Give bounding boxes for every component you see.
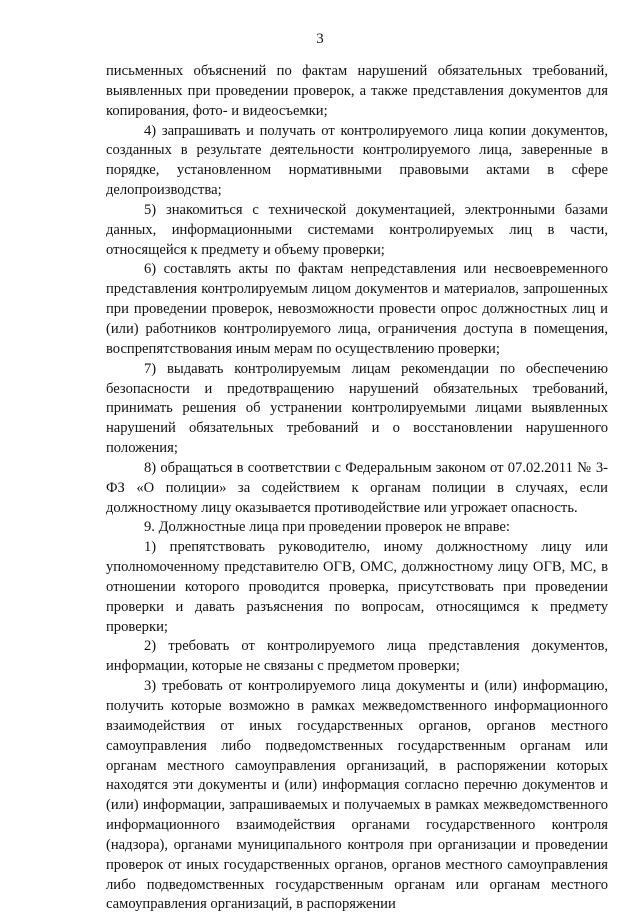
paragraph-item-5: 5) знакомиться с технической документацией, электронными базами данных, информационными системами контролируемых лиц в части, относящейся к предмету и объему проверки; [106, 201, 608, 258]
document-body [106, 62, 608, 915]
paragraph-prohibition-3: 3) требовать от контролируемого лица документы и (или) информацию, получить которые возможно в рамках межведомственного информационного взаимодействия от иных государственных органов, органов местного самоуправления либо подведомственных государственным органам или органам местного самоуправления организаций, в распоряжении которых находятся эти документы и (или) информация согласно перечню документов и (или) информации, запрашиваемых и получаемых в рамках межведомственного информационного взаимодействия органами государственного контроля (надзора), органами муниципального контроля при организации и проведении проверок от иных государственных органов, органов местного самоуправления либо подведомственных государственным органам или органам местного самоуправления организаций, в распоряжении [106, 678, 608, 913]
paragraph-item-4: 4) запрашивать и получать от контролируемого лица копии документов, созданных в результате деятельности контролируемого лица, заверенные в порядке, установленном нормативными правовыми актами в сфере делопроизводства; [106, 122, 608, 199]
paragraph-section-9: 9. Должностные лица при проведении проверок не вправе: [144, 519, 510, 536]
paragraph-prohibition-2: 2) требовать от контролируемого лица представления документов, информации, которые не связаны с предметом проверки; [106, 638, 608, 675]
page-number: 3 [316, 31, 324, 47]
paragraph-item-7: 7) выдавать контролируемым лицам рекомендации по обеспечению безопасности и предотвращению нарушений обязательных требований, принимать решения об устранении контролируемыми лицами выявленных нарушений обязательных требований и о восстановлении нарушенного положения; [106, 360, 608, 457]
paragraph-continuation: письменных объяснений по фактам нарушений обязательных требований, выявленных при проведении проверок, а также представления документов для копирования, фото- и видеосъемки; [106, 63, 608, 119]
paragraph-item-8: 8) обращаться в соответствии с Федеральным законом от 07.02.2011 № 3-ФЗ «О полиции» за содействием к органам полиции в случаях, если должностному лицу оказывается противодействие или угрожает опасность. [106, 459, 608, 516]
paragraph-prohibition-1: 1) препятствовать руководителю, иному должностному лицу или уполномоченному представителю ОГВ, ОМС, должностному лицу ОГВ, МС, в отношении которого проводится проверка, присутствовать при проведении проверки и давать разъяснения по вопросам, относящимся к предмету проверки; [106, 539, 608, 635]
paragraph-item-6: 6) составлять акты по фактам непредставления или несвоевременного представления контролируемым лицом документов и материалов, запрошенных при проведении проверок, невозможности провести опрос должностных лиц и (или) работников контролируемого лица, ограничения доступа в помещения, воспрепятствования иным мерам по осуществлению проверки; [106, 261, 608, 357]
